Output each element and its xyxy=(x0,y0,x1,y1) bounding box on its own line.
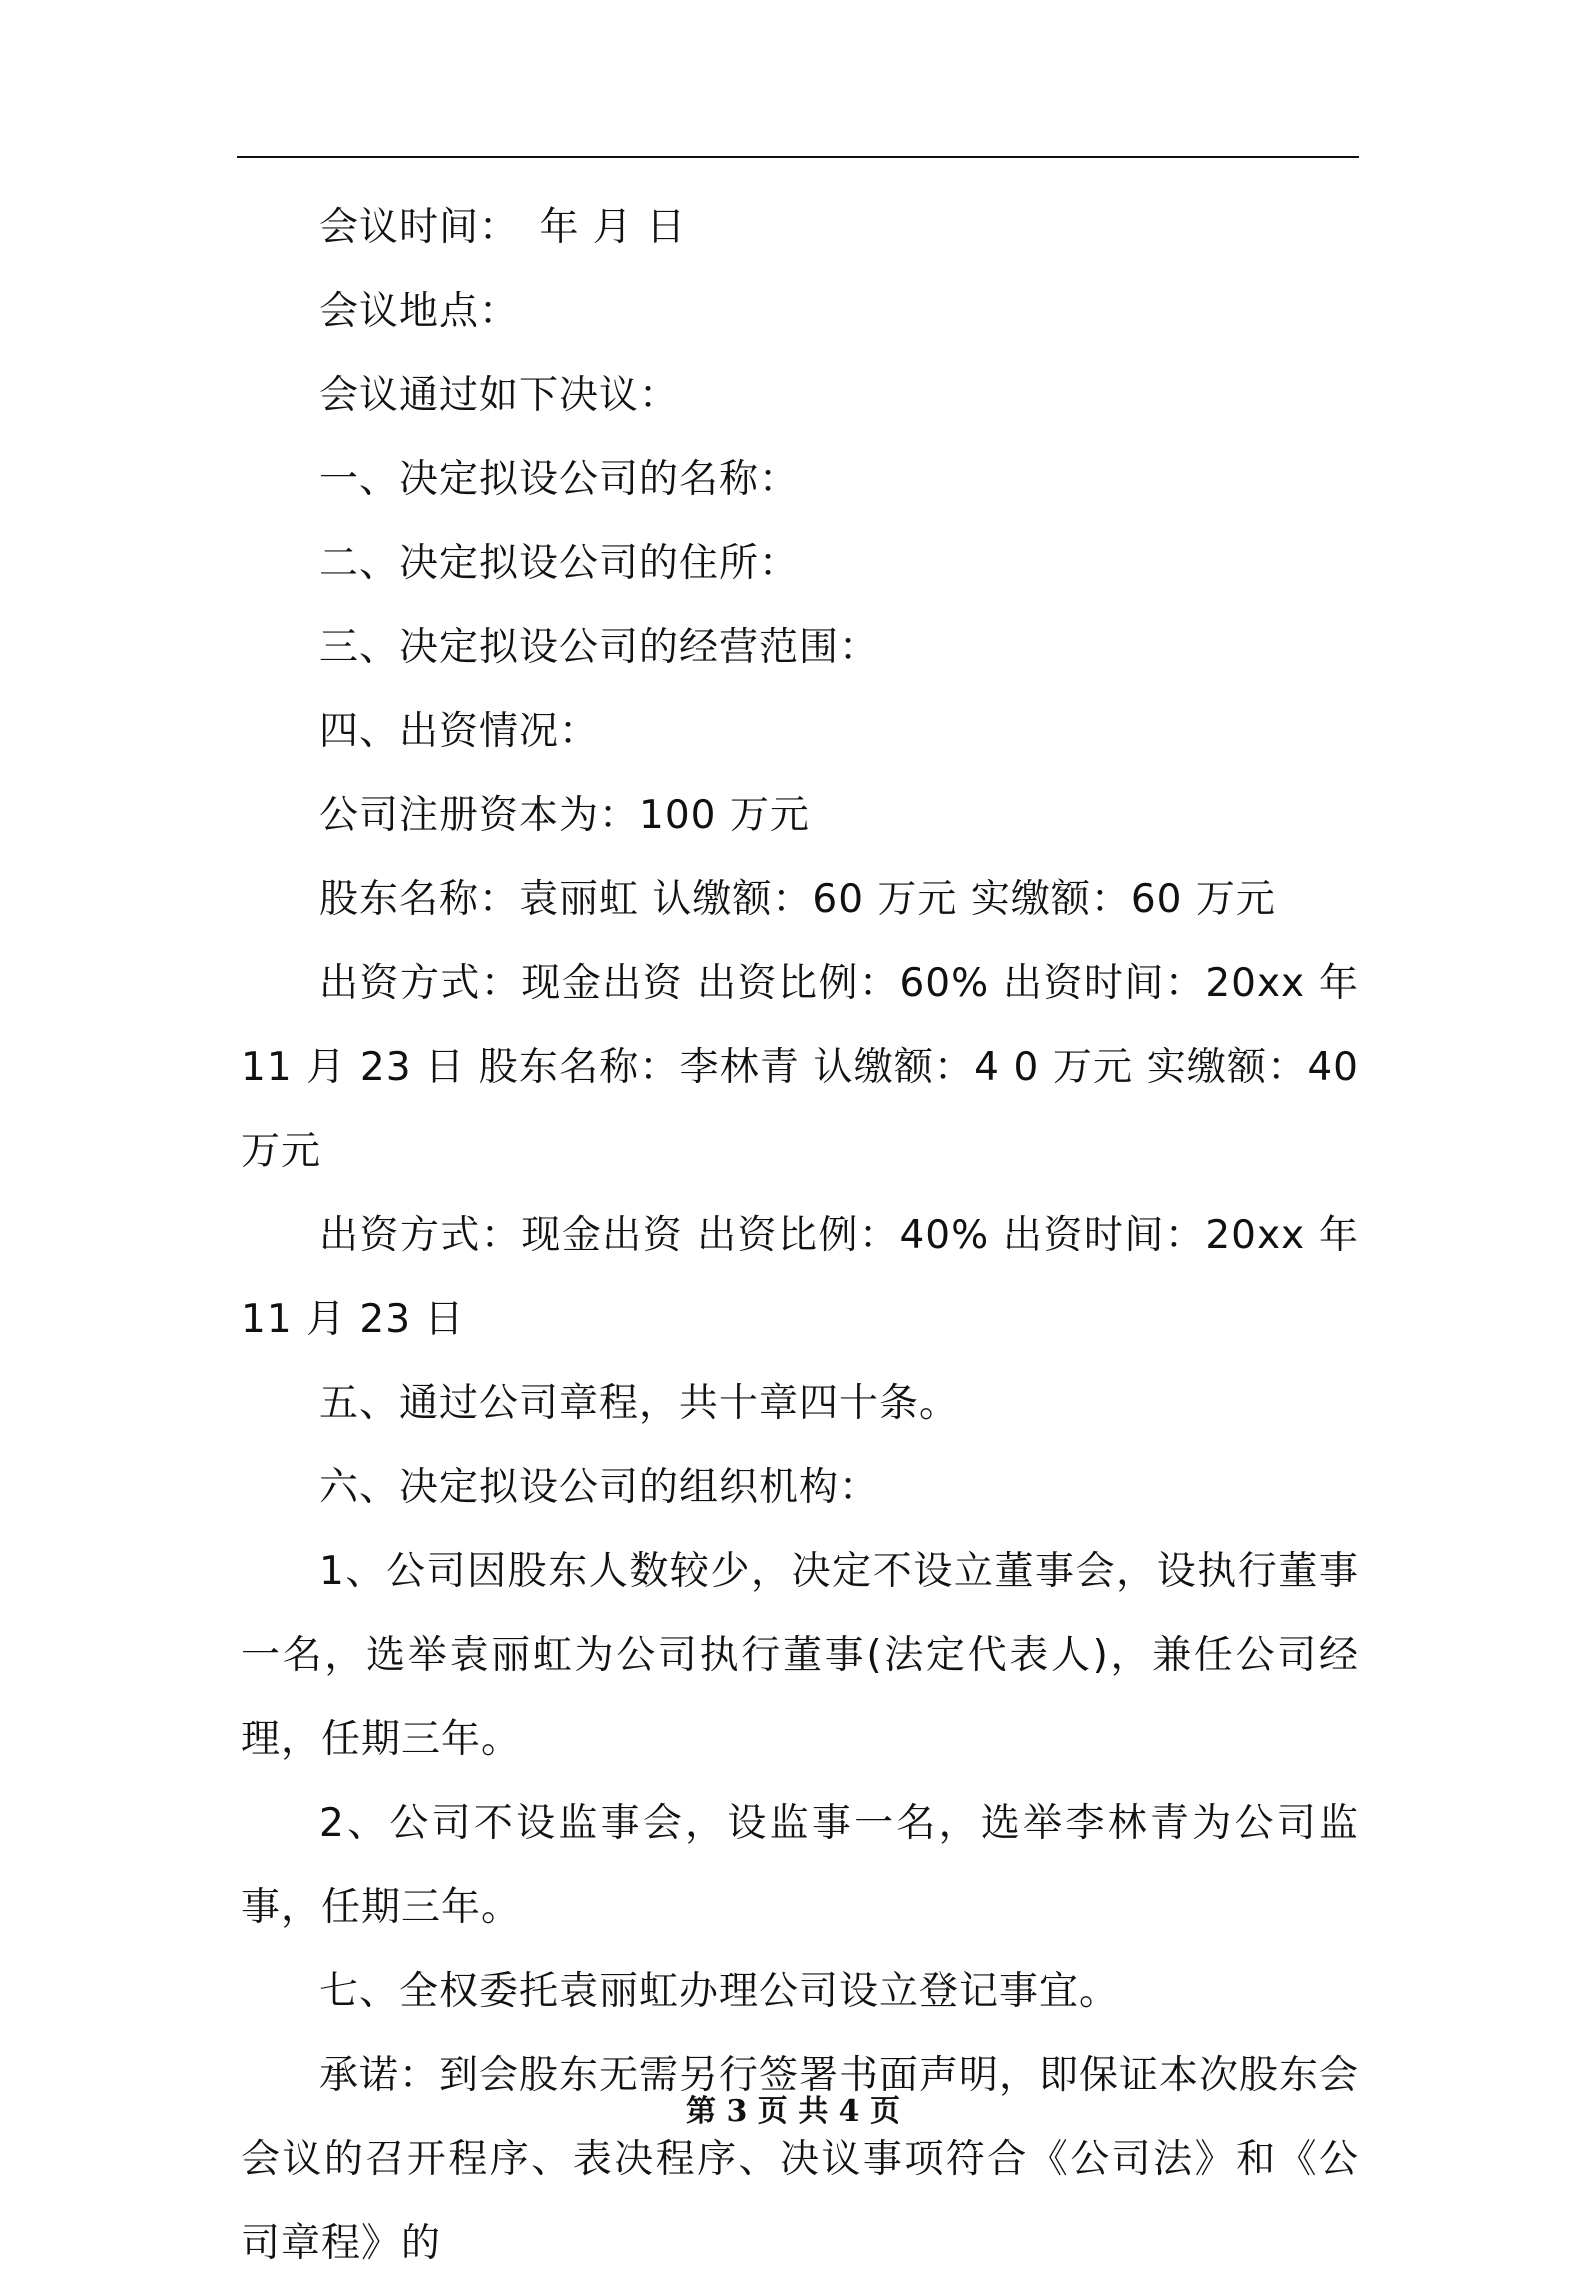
resolution-4-capital-contribution: 四、出资情况： xyxy=(319,709,600,754)
resolution-3-business-scope: 三、决定拟设公司的经营范围： xyxy=(319,625,880,670)
resolution-6-organization: 六、决定拟设公司的组织机构： xyxy=(319,1465,880,1510)
header-rule xyxy=(237,156,1359,158)
organization-item-1: 1、公司因股东人数较少，决定不设立董事会，设执行董事一名，选举袁丽虹为公司执行董事(法定代表人)，兼任公司经理，任期三年。 xyxy=(241,1549,1359,1762)
registered-capital: 公司注册资本为：100 万元 xyxy=(319,793,810,838)
resolution-5-articles: 五、通过公司章程，共十章四十条。 xyxy=(319,1381,960,1426)
shareholder-1-contribution: 出资方式：现金出资 出资比例：60% 出资时间：20xx 年 11 月 23 日 股东名称：李林青 认缴额：4 0 万元 实缴额：40 万元 xyxy=(241,961,1359,1174)
commitment-paragraph: 承诺：到会股东无需另行签署书面声明，即保证本次股东会会议的召开程序、表决程序、决议事项符合《公司法》和《公司章程》的 xyxy=(241,2053,1360,2266)
organization-item-2: 2、公司不设监事会，设监事一名，选举李林青为公司监事，任期三年。 xyxy=(241,1801,1359,1930)
resolution-1-company-name: 一、决定拟设公司的名称： xyxy=(319,457,800,502)
resolution-2-company-address: 二、决定拟设公司的住所： xyxy=(319,541,800,586)
document-body xyxy=(241,186,1359,2286)
page-number: 第 3 页 共 4 页 xyxy=(686,2094,900,2129)
meeting-place: 会议地点： xyxy=(319,289,520,334)
meeting-time: 会议时间： 年 月 日 xyxy=(319,205,687,250)
shareholder-2-contribution: 出资方式：现金出资 出资比例：40% 出资时间：20xx 年 11 月 23 日 xyxy=(241,1213,1359,1342)
resolution-7-registration: 七、全权委托袁丽虹办理公司设立登记事宜。 xyxy=(319,1969,1120,2014)
resolutions-intro: 会议通过如下决议： xyxy=(319,373,680,418)
shareholder-1-info: 股东名称：袁丽虹 认缴额：60 万元 实缴额：60 万元 xyxy=(319,877,1276,922)
